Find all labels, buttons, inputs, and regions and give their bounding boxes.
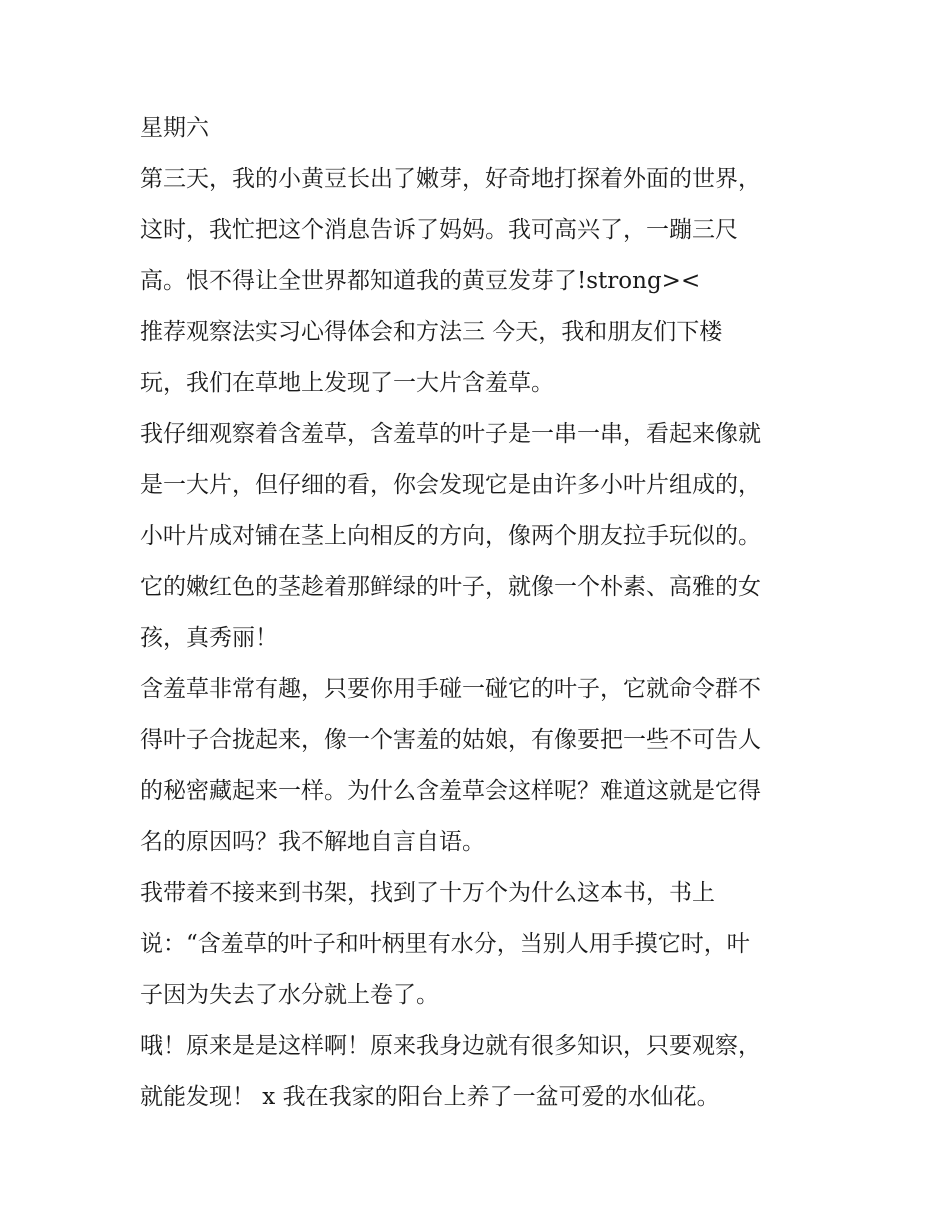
text-line: 说：“含羞草的叶子和叶柄里有水分，当别人用手摸它时，叶 — [140, 931, 750, 957]
text-line: 星期六 — [140, 115, 209, 141]
text-line: 哦！原来是是这样啊！原来我身边就有很多知识，只要观察， — [140, 1033, 761, 1059]
document-body — [140, 103, 840, 1123]
text-line: 推荐观察法实习心得体会和方法三 今天，我和朋友们下楼 — [140, 319, 723, 345]
text-line: 是一大片，但仔细的看，你会发现它是由许多小叶片组成的， — [140, 472, 761, 498]
text-line: 就能发现！ x 我在我家的阳台上养了一盆可爱的水仙花。 — [140, 1084, 720, 1110]
text-line: 子因为失去了水分就上卷了。 — [140, 982, 439, 1008]
text-line: 的秘密藏起来一样。为什么含羞草会这样呢？难道这就是它得 — [140, 778, 761, 804]
text-line: 我仔细观察着含羞草，含羞草的叶子是一串一串，看起来像就 — [140, 421, 761, 447]
text-line: 它的嫩红色的茎趁着那鲜绿的叶子，就像一个朴素、高雅的女 — [140, 574, 761, 600]
text-line: 这时，我忙把这个消息告诉了妈妈。我可高兴了，一蹦三尺 — [140, 217, 738, 243]
text-line: 小叶片成对铺在茎上向相反的方向，像两个朋友拉手玩似的。 — [140, 523, 761, 549]
text-line: 我带着不接来到书架，找到了十万个为什么这本书，书上 — [140, 880, 715, 906]
text-line: 高。恨不得让全世界都知道我的黄豆发芽了!strong>< — [140, 268, 701, 294]
text-line: 第三天，我的小黄豆长出了嫩芽，好奇地打探着外面的世界， — [140, 166, 761, 192]
text-line: 孩，真秀丽！ — [140, 625, 278, 651]
text-line: 玩，我们在草地上发现了一大片含羞草。 — [140, 370, 554, 396]
text-line: 名的原因吗？我不解地自言自语。 — [140, 829, 485, 855]
text-line: 得叶子合拢起来，像一个害羞的姑娘，有像要把一些不可告人 — [140, 727, 761, 753]
text-line: 含羞草非常有趣，只要你用手碰一碰它的叶子，它就命令群不 — [140, 676, 761, 702]
